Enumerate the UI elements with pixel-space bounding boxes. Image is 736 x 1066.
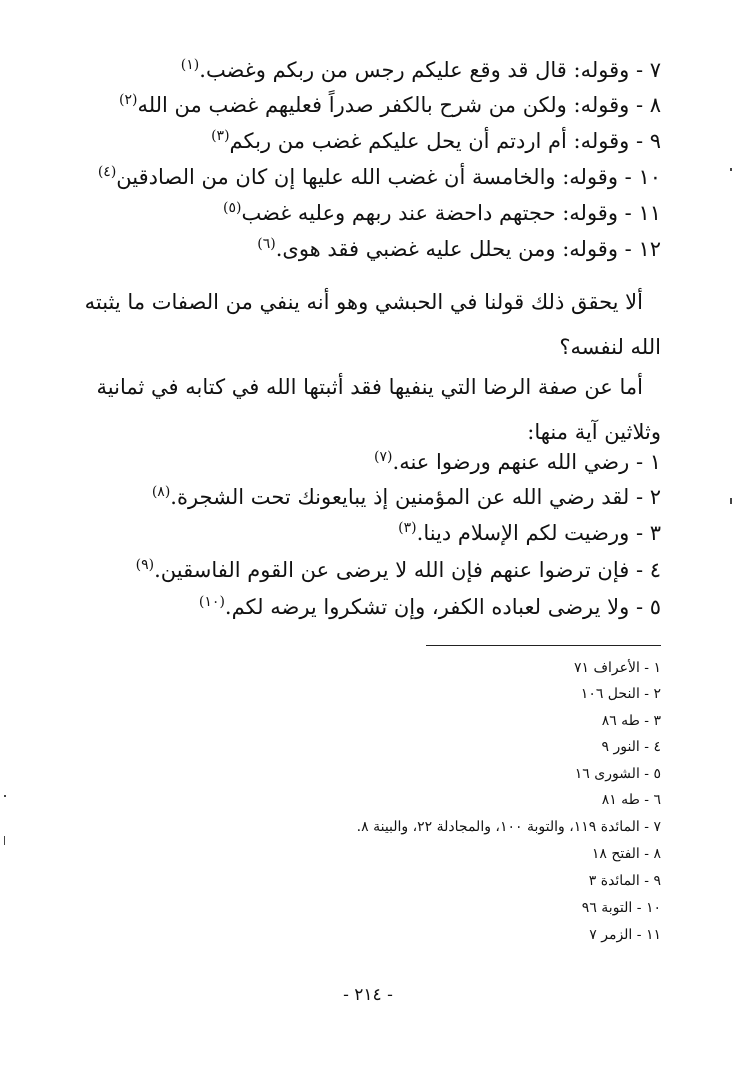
verse-number: ٥ xyxy=(649,595,661,619)
footnote-ref: (٤) xyxy=(97,164,117,180)
verse-line: ٧ - وقوله: قال قد وقع عليكم رجس من ربكم وغضب.$^{(١)}$ xyxy=(180,57,661,82)
scan-speck xyxy=(730,168,732,171)
scan-speck xyxy=(4,836,5,845)
footnote-ref: (١٠) xyxy=(198,594,225,610)
verse-text: وقوله: حجتهم داحضة عند ربهم وعليه غضب xyxy=(241,201,618,225)
verse-text: لقد رضي الله عن المؤمنين إذ يبايعونك تحت الشجرة. xyxy=(170,485,630,509)
footnote: ١١ - الزمر ٧ xyxy=(589,927,661,943)
footnote: ٩ - المائدة ٣ xyxy=(588,873,661,889)
verse-number: ٣ xyxy=(649,521,661,545)
scan-speck xyxy=(4,795,6,797)
verse-text: وقوله: ومن يحلل عليه غضبي فقد هوى. xyxy=(275,237,618,261)
footnote: ٨ - الفتح ١٨ xyxy=(591,846,661,862)
verse-text: فإن ترضوا عنهم فإن الله لا يرضى عن القوم الفاسقين. xyxy=(154,558,630,582)
footnote-ref: (١) xyxy=(180,57,200,73)
verse-line: ١٢ - وقوله: ومن يحلل عليه غضبي فقد هوى.$^{(٦)}$ xyxy=(257,236,661,261)
footnote-ref: (٥) xyxy=(222,200,242,216)
footnote: ٦ - طه ٨١ xyxy=(601,792,661,808)
footnote: ٧ - المائدة ١١٩، والتوبة ١٠٠، والمجادلة ٢٢، والبينة ٨. xyxy=(356,819,661,835)
verse-text: وقوله: أم اردتم أن يحل عليكم غضب من ربكم xyxy=(229,129,630,153)
footnote-ref: (٨) xyxy=(151,484,171,500)
footnote: ٣ - طه ٨٦ xyxy=(601,713,661,729)
verse-number: ٩ xyxy=(649,129,661,153)
footnote-ref: (٣) xyxy=(211,128,230,144)
verse-text: رضي الله عنهم ورضوا عنه. xyxy=(392,450,630,474)
verse-line: ٣ - ورضيت لكم الإسلام دينا.$^{(٣)}$ xyxy=(398,520,661,545)
footnote-ref: (٩) xyxy=(135,557,155,573)
footnote-ref: (٧) xyxy=(374,449,393,465)
verse-text: وقوله: والخامسة أن غضب الله عليها إن كان من الصادقين xyxy=(116,165,618,189)
paragraph-question: ألا يحقق ذلك قولنا في الحبشي وهو أنه ينفي من الصفات ما يثبته الله لنفسه؟ xyxy=(84,290,661,359)
verse-text: ورضيت لكم الإسلام دينا. xyxy=(416,521,630,545)
verse-line: ١١ - وقوله: حجتهم داحضة عند ربهم وعليه غضب$^{(٥)}$ xyxy=(222,200,661,225)
footnote: ٤ - النور ٩ xyxy=(601,739,661,755)
scan-speck xyxy=(730,498,732,504)
footnote: ٢ - النحل ١٠٦ xyxy=(580,686,661,702)
paragraph-rida: أما عن صفة الرضا التي ينفيها فقد أثبتها الله في كتابه في ثمانية وثلاثين آية منها: xyxy=(96,375,661,444)
verse-line: ٤ - فإن ترضوا عنهم فإن الله لا يرضى عن القوم الفاسقين.$^{(٩)}$ xyxy=(135,557,661,582)
footnote-ref: (٣) xyxy=(398,520,417,536)
verse-text: ولا يرضى لعباده الكفر، وإن تشكروا يرضه لكم. xyxy=(224,595,630,619)
verse-number: ١٠ xyxy=(638,165,661,189)
verse-line: ١ - رضي الله عنهم ورضوا عنه.$^{(٧)}$ xyxy=(374,449,661,474)
verse-number: ٧ xyxy=(649,58,661,82)
footnote-ref: (٦) xyxy=(257,236,276,252)
verse-number: ١١ xyxy=(638,201,661,225)
verse-line: ٥ - ولا يرضى لعباده الكفر، وإن تشكروا يرضه لكم.$^{(١٠)}$ xyxy=(198,594,661,619)
verse-number: ١٢ xyxy=(638,237,661,261)
footnote: ٥ - الشورى ١٦ xyxy=(574,766,661,782)
footnote-divider xyxy=(426,645,661,646)
page-number: - ٢١٤ - xyxy=(343,985,393,1005)
verse-line: ٩ - وقوله: أم اردتم أن يحل عليكم غضب من ربكم$^{(٣)}$ xyxy=(211,128,661,153)
verse-text: وقوله: قال قد وقع عليكم رجس من ربكم وغضب. xyxy=(199,58,630,82)
verse-number: ٢ xyxy=(649,485,661,509)
verse-number: ٤ xyxy=(649,558,661,582)
verse-number: ٨ xyxy=(649,93,661,117)
verse-line: ٨ - وقوله: ولكن من شرح بالكفر صدراً فعليهم غضب من الله$^{(٢)}$ xyxy=(118,92,661,117)
verse-line: ١٠ - وقوله: والخامسة أن غضب الله عليها إن كان من الصادقين$^{(٤)}$ xyxy=(97,164,661,189)
verse-text: وقوله: ولكن من شرح بالكفر صدراً فعليهم غضب من الله xyxy=(137,93,630,117)
footnote-ref: (٢) xyxy=(118,92,138,108)
footnote: ١٠ - التوبة ٩٦ xyxy=(581,900,661,916)
verse-line: ٢ - لقد رضي الله عن المؤمنين إذ يبايعونك تحت الشجرة.$^{(٨)}$ xyxy=(151,484,661,509)
footnote: ١ - الأعراف ٧١ xyxy=(573,660,661,676)
verse-number: ١ xyxy=(649,450,661,474)
